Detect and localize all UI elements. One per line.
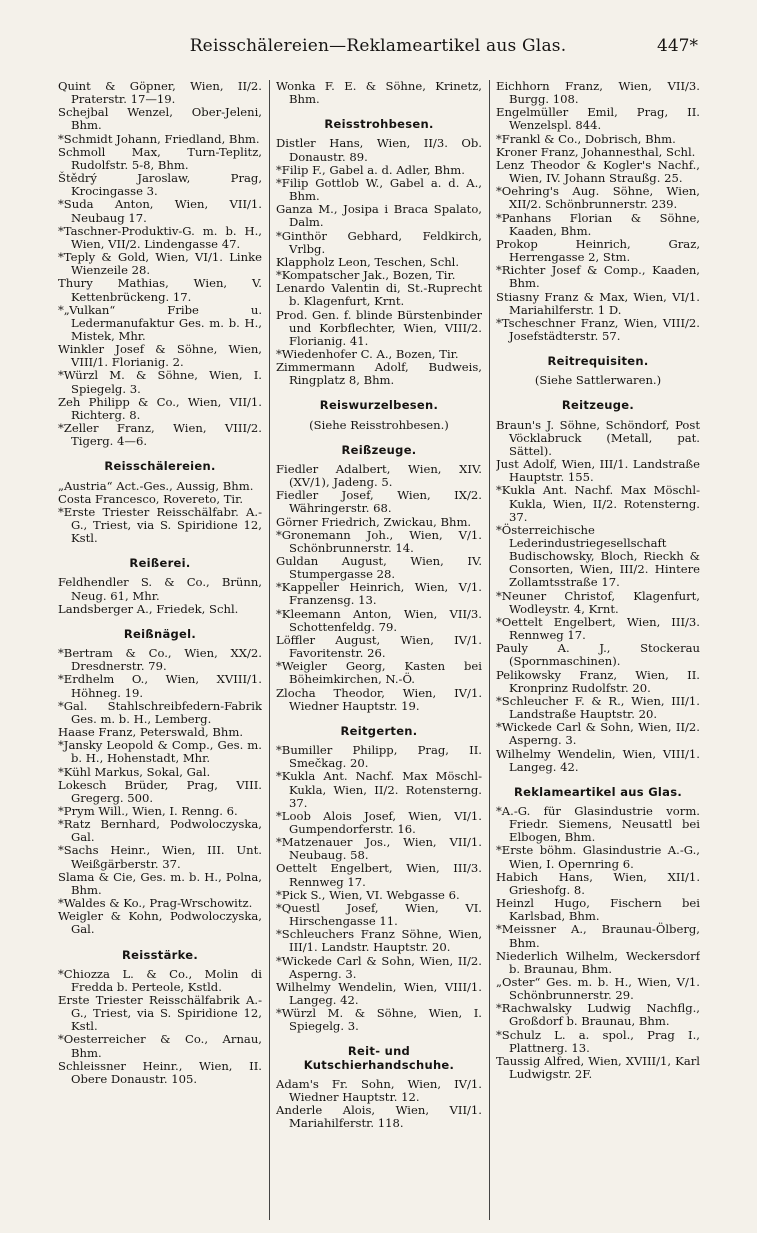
- directory-entry: *Würzl M. & Söhne, Wien, I. Spiegelg. 3.: [58, 368, 262, 396]
- directory-entry: Pauly A. J., Stockerau (Spornmaschinen).: [496, 641, 700, 669]
- directory-entry: Winkler Josef & Söhne, Wien, VIII/1. Florianig. 2.: [58, 342, 262, 370]
- directory-entry: Weigler & Kohn, Podwoloczyska, Gal.: [58, 909, 262, 937]
- directory-entry: *Kappeller Heinrich, Wien, V/1. Franzensg. 13.: [276, 580, 482, 608]
- column-left: [58, 80, 262, 1220]
- section-heading: Reitgerten.: [340, 723, 418, 738]
- directory-entry: *Bumiller Philipp, Prag, II. Smečkag. 20.: [276, 743, 482, 771]
- section-heading: Reißerei.: [129, 556, 191, 571]
- directory-entry: Wilhelmy Wendelin, Wien, VIII/1. Langeg. 42.: [276, 979, 482, 1007]
- directory-entry: Erste Triester Reisschälfabrik A.-G., Triest, via S. Spiridione 12, Kstl.: [58, 993, 262, 1034]
- directory-entry: Haase Franz, Peterswald, Bhm.: [58, 725, 244, 740]
- directory-entry: Landsberger A., Friedek, Schl.: [58, 601, 239, 616]
- directory-entry: *Oesterreicher & Co., Arnau, Bhm.: [58, 1032, 262, 1060]
- directory-entry: *Panhans Florian & Söhne, Kaaden, Bhm.: [496, 210, 700, 238]
- directory-entry: Eichhorn Franz, Wien, VII/3. Burgg. 108.: [496, 80, 700, 107]
- directory-entry: Fiedler Josef, Wien, IX/2. Währingerstr. 68.: [276, 488, 482, 516]
- directory-entry: Klappholz Leon, Teschen, Schl.: [276, 254, 460, 269]
- section-heading: Reitzeuge.: [561, 398, 635, 413]
- directory-entry: Slama & Cie, Ges. m. b. H., Polna, Bhm.: [58, 869, 262, 897]
- directory-entry: *Kleemann Anton, Wien, VII/3. Schottenfeldg. 79.: [276, 606, 482, 634]
- directory-entry: Fiedler Adalbert, Wien, XIV. (XV/1), Jadeng. 5.: [276, 461, 482, 490]
- directory-entry: *Rachwalsky Ludwig Nachflg., Großdorf b. Braunau, Bhm.: [496, 1001, 700, 1029]
- column-divider: [269, 80, 270, 1220]
- directory-entry: Oettelt Engelbert, Wien, III/3. Rennweg 17.: [276, 861, 482, 889]
- directory-entry: *Wickede Carl & Sohn, Wien, II/2. Asperng. 3.: [496, 720, 700, 748]
- directory-entry: *Wiedenhofer C. A., Bozen, Tir.: [276, 346, 459, 361]
- directory-entry: *Schleucher F. & R., Wien, III/1. Landstraße Hauptstr. 20.: [496, 693, 700, 722]
- directory-entry: Kroner Franz, Johannesthal, Schl.: [496, 144, 696, 159]
- directory-entry: Wilhelmy Wendelin, Wien, VIII/1. Langeg. 42.: [496, 746, 700, 774]
- directory-entry: Schleissner Heinr., Wien, II. Obere Donaustr. 105.: [58, 1058, 262, 1086]
- see-reference: (Siehe Sattlerwaren.): [534, 373, 662, 388]
- directory-entry: Costa Francesco, Rovereto, Tir.: [58, 491, 244, 506]
- directory-entry: Pelikowsky Franz, Wien, II. Kronprinz Rudolfstr. 20.: [496, 667, 700, 695]
- directory-entry: Zlocha Theodor, Wien, IV/1. Wiedner Hauptstr. 19.: [276, 685, 482, 713]
- directory-entry: *Taschner-Produktiv-G. m. b. H., Wien, VII/2. Lindengasse 47.: [58, 223, 262, 251]
- directory-entry: *Weigler Georg, Kasten bei Böheimkirchen, N.-Ö.: [276, 659, 482, 687]
- directory-entry: Lokesch Brüder, Prag, VIII. Gregerg. 500.: [58, 777, 262, 805]
- page-title: Reisschälereien—Reklameartikel aus Glas.: [189, 36, 567, 56]
- directory-entry: Löffler August, Wien, IV/1. Favoritenstr. 26.: [276, 632, 482, 661]
- see-reference: (Siehe Reisstrohbesen.): [309, 417, 449, 432]
- directory-entry: Štědrý Jaroslaw, Prag, Krocingasse 3.: [58, 171, 262, 199]
- directory-entry: *Tscheschner Franz, Wien, VIII/2. Josefstädterstr. 57.: [496, 315, 700, 343]
- directory-entry: *Schmidt Johann, Friedland, Bhm.: [58, 131, 260, 146]
- directory-entry: *Filip F., Gabel a. d. Adler, Bhm.: [276, 162, 465, 177]
- directory-entry: *Oettelt Engelbert, Wien, III/3. Rennweg 17.: [496, 614, 700, 643]
- directory-entry: Wonka F. E. & Söhne, Krinetz, Bhm.: [276, 80, 482, 107]
- directory-entry: *A.-G. für Glasindustrie vorm. Friedr. Siemens, Neusattl bei Elbogen, Bhm.: [496, 803, 700, 845]
- directory-entry: *Matzenauer Jos., Wien, VII/1. Neubaug. 58.: [276, 835, 482, 863]
- directory-entry: Distler Hans, Wien, II/3. Ob. Donaustr. 89.: [276, 136, 482, 164]
- directory-entry: Thury Mathias, Wien, V. Kettenbrückeng. 17.: [58, 276, 262, 304]
- section-heading: Reisstrohbesen.: [324, 117, 434, 132]
- directory-entry: *Pick S., Wien, VI. Webgasse 6.: [276, 887, 460, 902]
- directory-entry: Lenz Theodor & Kogler's Nachf., Wien, IV. Johann Straußg. 25.: [496, 157, 700, 186]
- directory-entry: *Oehring's Aug. Söhne, Wien, XII/2. Schönbrunnerstr. 239.: [496, 184, 700, 212]
- directory-entry: *Ginthör Gebhard, Feldkirch, Vrlbg.: [276, 228, 482, 256]
- directory-entry: *Prym Will., Wien, I. Renng. 6.: [58, 803, 238, 818]
- directory-entry: Taussig Alfred, Wien, XVIII/1, Karl Ludwigstr. 2F.: [496, 1053, 700, 1082]
- section-heading: Reit- und Kutschierhandschuhe.: [303, 1044, 455, 1072]
- directory-entry: Zeh Philipp & Co., Wien, VII/1. Richterg. 8.: [58, 394, 262, 422]
- directory-entry: *Gal. Stahlschreibfedern-Fabrik Ges. m. b. H., Lemberg.: [58, 698, 262, 726]
- directory-entry: *Kukla Ant. Nachf. Max Möschl-Kukla, Wien, II/2. Rotensterng. 37.: [496, 483, 700, 524]
- directory-entry: Adam's Fr. Sohn, Wien, IV/1. Wiedner Hauptstr. 12.: [276, 1076, 482, 1104]
- column-middle: [276, 80, 482, 1220]
- directory-entry: Prod. Gen. f. blinde Bürstenbinder und Korbflechter, Wien, VIII/2. Florianig. 41.: [276, 307, 482, 348]
- section-heading: Reißzeuge.: [341, 442, 417, 457]
- directory-entry: *Loob Alois Josef, Wien, VI/1. Gumpendorferstr. 16.: [276, 808, 482, 836]
- directory-entry: Guldan August, Wien, IV. Stumpergasse 28.: [276, 554, 482, 582]
- directory-entry: Ganza M., Josipa i Braca Spalato, Dalm.: [276, 202, 482, 230]
- directory-entry: *Bertram & Co., Wien, XX/2. Dresdnerstr. 79.: [58, 646, 262, 674]
- directory-entry: *Gronemann Joh., Wien, V/1. Schönbrunnerstr. 14.: [276, 527, 482, 555]
- directory-entry: Schmoll Max, Turn-Teplitz, Rudolfstr. 5-8, Bhm.: [58, 144, 262, 172]
- directory-entry: Lenardo Valentin di, St.-Ruprecht b. Klagenfurt, Krnt.: [276, 281, 482, 309]
- directory-entry: *Wickede Carl & Sohn, Wien, II/2. Asperng. 3.: [276, 953, 482, 981]
- directory-entry: *Ratz Bernhard, Podwoloczyska, Gal.: [58, 817, 262, 845]
- directory-entry: *Zeller Franz, Wien, VIII/2. Tigerg. 4—6.: [58, 421, 262, 449]
- directory-entry: „Austria“ Act.-Ges., Aussig, Bhm.: [58, 478, 254, 493]
- section-heading: Reiswurzelbesen.: [319, 398, 439, 413]
- directory-entry: *Schulz L. a. spol., Prag I., Plattnerg. 13.: [496, 1027, 700, 1055]
- directory-entry: *Kühl Markus, Sokal, Gal.: [58, 764, 211, 779]
- directory-entry: Görner Friedrich, Zwickau, Bhm.: [276, 514, 472, 529]
- directory-entry: Braun's J. Söhne, Schöndorf, Post Vöcklabruck (Metall, pat. Sättel).: [496, 417, 700, 458]
- page-number: 447*: [657, 36, 698, 56]
- section-heading: Reisschälereien.: [104, 459, 216, 474]
- directory-entry: Just Adolf, Wien, III/1. Landstraße Hauptstr. 155.: [496, 457, 700, 485]
- directory-entry: „Oster“ Ges. m. b. H., Wien, V/1. Schönbrunnerstr. 29.: [496, 975, 700, 1003]
- directory-entry: Heinzl Hugo, Fischern bei Karlsbad, Bhm.: [496, 896, 700, 924]
- directory-entry: Feldhendler S. & Co., Brünn, Neug. 61, Mhr.: [58, 575, 262, 603]
- directory-entry: Zimmermann Adolf, Budweis, Ringplatz 8, Bhm.: [276, 360, 482, 388]
- directory-entry: *Jansky Leopold & Comp., Ges. m. b. H., Hohenstadt, Mhr.: [58, 738, 262, 766]
- directory-entry: Habich Hans, Wien, XII/1. Grieshofg. 8.: [496, 869, 700, 897]
- directory-entry: *Richter Josef & Comp., Kaaden, Bhm.: [496, 263, 700, 291]
- directory-entry: *Suda Anton, Wien, VII/1. Neubaug 17.: [58, 197, 262, 225]
- column-divider: [489, 80, 490, 1220]
- directory-entry: Schejbal Wenzel, Ober-Jeleni, Bhm.: [58, 105, 262, 133]
- section-heading: Reklameartikel aus Glas.: [513, 784, 683, 799]
- directory-columns: [58, 80, 700, 1220]
- directory-entry: *Neuner Christof, Klagenfurt, Wodleystr. 4, Krnt.: [496, 588, 700, 616]
- directory-entry: Engelmüller Emil, Prag, II. Wenzelspl. 844.: [496, 105, 700, 133]
- directory-entry: *Teply & Gold, Wien, VI/1. Linke Wienzeile 28.: [58, 250, 262, 278]
- directory-entry: *Würzl M. & Söhne, Wien, I. Spiegelg. 3.: [276, 1006, 482, 1034]
- directory-entry: *Erste Triester Reisschälfabr. A.-G., Triest, via S. Spiridione 12, Kstl.: [58, 504, 262, 546]
- directory-entry: *Österreichische Lederindustriegesellschaft Budischowsky, Bloch, Rieckh & Consorten, Wien, III/2. Hintere Zollamtsstraße 17.: [496, 522, 700, 590]
- section-heading: Reisstärke.: [121, 947, 199, 962]
- directory-entry: Niederlich Wilhelm, Weckersdorf b. Braunau, Bhm.: [496, 948, 700, 976]
- directory-entry: *Kompatscher Jak., Bozen, Tir.: [276, 268, 456, 283]
- section-heading: Reißnägel.: [123, 626, 197, 641]
- directory-entry: Quint & Göpner, Wien, II/2. Praterstr. 17—19.: [58, 80, 262, 107]
- directory-entry: *Schleuchers Franz Söhne, Wien, III/1. Landstr. Hauptstr. 20.: [276, 927, 482, 955]
- page-header: [58, 36, 698, 62]
- directory-entry: *Waldes & Ko., Prag-Wrschowitz.: [58, 896, 253, 911]
- directory-entry: *Sachs Heinr., Wien, III. Unt. Weißgärberstr. 37.: [58, 843, 262, 871]
- directory-entry: Stiasny Franz & Max, Wien, VI/1. Mariahilferstr. 1 D.: [496, 289, 700, 317]
- directory-entry: *Erdhelm O., Wien, XVIII/1. Höhneg. 19.: [58, 672, 262, 700]
- directory-entry: Prokop Heinrich, Graz, Herrengasse 2, Stm.: [496, 236, 700, 265]
- directory-entry: Anderle Alois, Wien, VII/1. Mariahilferstr. 118.: [276, 1103, 482, 1131]
- section-heading: Reitrequisiten.: [547, 354, 649, 369]
- directory-entry: *„Vulkan“ Fribe u. Ledermanufaktur Ges. m. b. H., Mistek, Mhr.: [58, 302, 262, 343]
- column-right: [496, 80, 700, 1220]
- directory-entry: *Meissner A., Braunau-Ölberg, Bhm.: [496, 922, 700, 950]
- directory-entry: *Frankl & Co., Dobrisch, Bhm.: [496, 131, 676, 146]
- directory-entry: *Erste böhm. Glasindustrie A.-G., Wien, I. Opernring 6.: [496, 843, 700, 871]
- directory-entry: *Filip Gottlob W., Gabel a. d. A., Bhm.: [276, 175, 482, 204]
- directory-entry: *Questl Josef, Wien, VI. Hirschengasse 11.: [276, 900, 482, 929]
- directory-entry: *Chiozza L. & Co., Molin di Fredda b. Perteole, Kstld.: [58, 966, 262, 994]
- directory-entry: *Kukla Ant. Nachf. Max Möschl-Kukla, Wien, II/2. Rotensterng. 37.: [276, 769, 482, 810]
